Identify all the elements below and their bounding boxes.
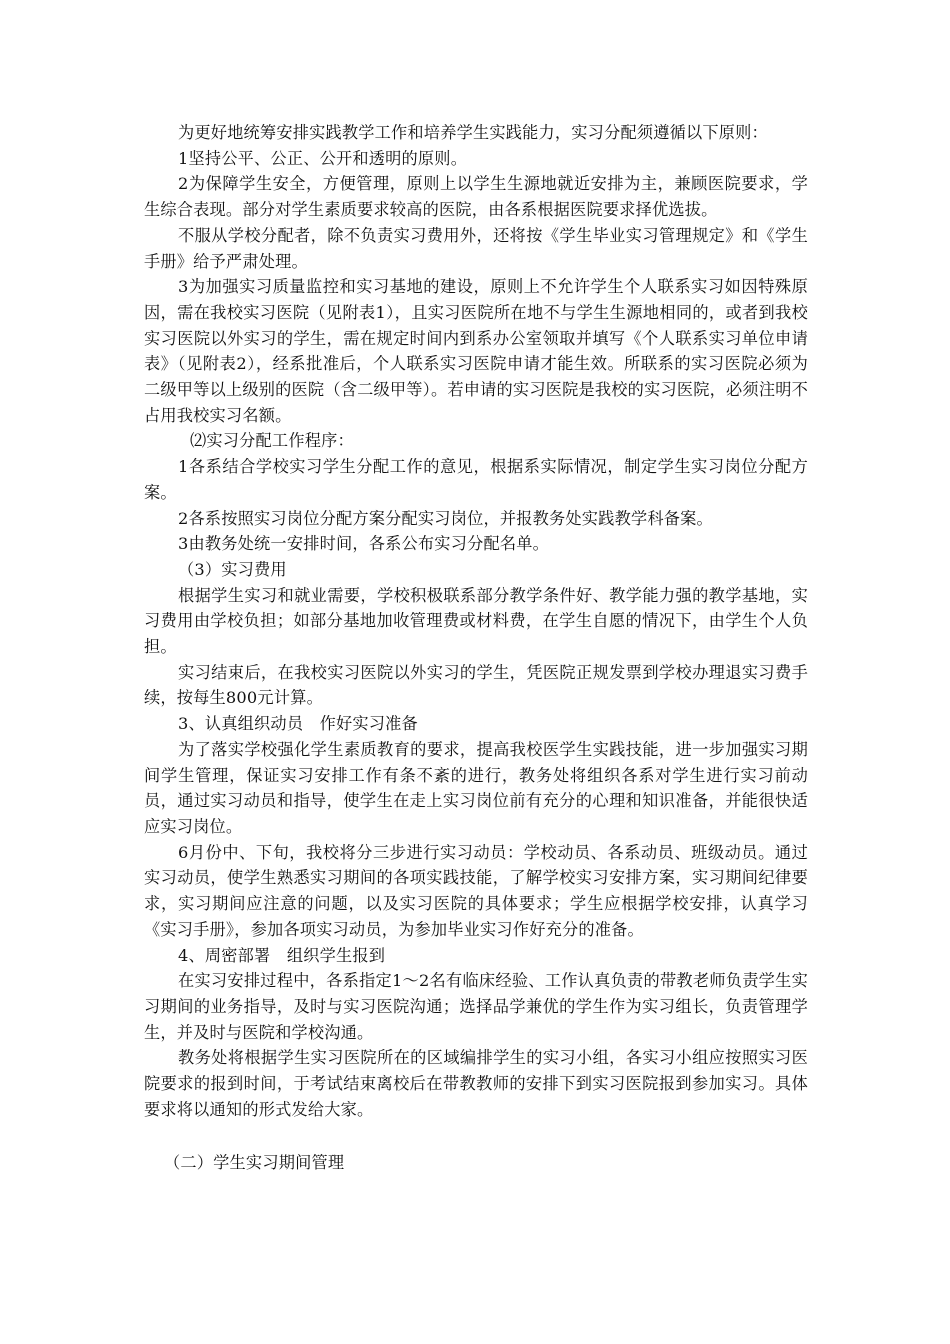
paragraph-mobilization-1: 为了落实学校强化学生素质教育的要求，提高我校医学生实践技能，进一步加强实习期间学生管理，保证实习安排工作有条不紊的进行，教务处将组织各系对学生进行实习前动员，通过实习动员和指导，使学生在走上实习岗位前有充分的心理和知识准备，并能很快适应实习岗位。 (144, 739, 808, 836)
paragraph-reporting-1: 在实习安排过程中，各系指定1～2名有临床经验、工作认真负责的带教老师负责学生实习期间的业务指导，及时与实习医院沟通；选择品学兼优的学生作为实习组长，负责管理学生，并及时与医院和学校沟通。 (144, 971, 808, 1042)
paragraph-noncompliance: 不服从学校分配者，除不负责实习费用外，还将按《学生毕业实习管理规定》和《学生手册》给予严肃处理。 (144, 225, 808, 271)
paragraph-principle-1: 1坚持公平、公正、公开和透明的原则。 (178, 148, 468, 168)
section-heading-internship-management: （二）学生实习期间管理 (164, 1153, 345, 1173)
paragraph-procedure-2: 2各系按照实习岗位分配方案分配实习岗位，并报教务处实践教学科备案。 (178, 508, 713, 528)
paragraph-principle-2: 2为保障学生安全，方便管理，原则上以学生生源地就近安排为主，兼顾医院要求，学生综合表现。部分对学生素质要求较高的医院，由各系根据医院要求择优选拔。 (144, 174, 808, 220)
paragraph-principle-3: 3为加强实习质量监控和实习基地的建设，原则上不允许学生个人联系实习如因特殊原因，需在我校实习医院（见附表1），且实习医院所在地不与学生生源地相同的，或者到我校实习医院以外实习的学生，需在规定时间内到系办公室领取并填写《个人联系实习单位申请表》（见附表2），经系批准后，个人联系实习医院申请才能生效。所联系的实习医院必须为二级甲等以上级别的医院（含二级甲等）。若申请的实习医院是我校的实习医院，必须注明不占用我校实习名额。 (144, 277, 808, 425)
section-heading-internship-fees: （3）实习费用 (178, 559, 287, 579)
paragraph-reporting-2: 教务处将根据学生实习医院所在的区域编排学生的实习小组，各实习小组应按照实习医院要求的报到时间，于考试结束离校后在带教教师的安排下到实习医院报到参加实习。具体要求将以通知的形式发给大家。 (144, 1048, 808, 1119)
paragraph-fees-2: 实习结束后，在我校实习医院以外实习的学生，凭医院正规发票到学校办理退实习费手续，按每生800元计算。 (144, 662, 808, 708)
document-body (144, 120, 808, 1176)
section-heading-reporting: 4、周密部署 组织学生报到 (178, 945, 386, 965)
paragraph-procedure-3: 3由教务处统一安排时间，各系公布实习分配名单。 (178, 534, 550, 554)
paragraph-mobilization-2: 6月份中、下旬，我校将分三步进行实习动员：学校动员、各系动员、班级动员。通过实习动员，使学生熟悉实习期间的各项实践技能，了解学校实习安排方案，实习期间纪律要求，实习期间应注意的问题，以及实习医院的具体要求；学生应根据学校安排，认真学习《实习手册》，参加各项实习动员，为参加毕业实习作好充分的准备。 (144, 842, 808, 939)
paragraph-fees-1: 根据学生实习和就业需要，学校积极联系部分教学条件好、教学能力强的教学基地，实习费用由学校负担；如部分基地加收管理费或材料费，在学生自愿的情况下，由学生个人负担。 (144, 585, 808, 657)
paragraph-procedure-1: 1各系结合学校实习学生分配工作的意见，根据系实际情况，制定学生实习岗位分配方案。 (144, 457, 808, 502)
paragraph-intro: 为更好地统筹安排实践教学工作和培养学生实践能力，实习分配须遵循以下原则： (178, 123, 768, 142)
section-heading-allocation-procedure: ⑵实习分配工作程序： (190, 431, 354, 451)
section-heading-mobilization: 3、认真组织动员 作好实习准备 (178, 714, 418, 734)
